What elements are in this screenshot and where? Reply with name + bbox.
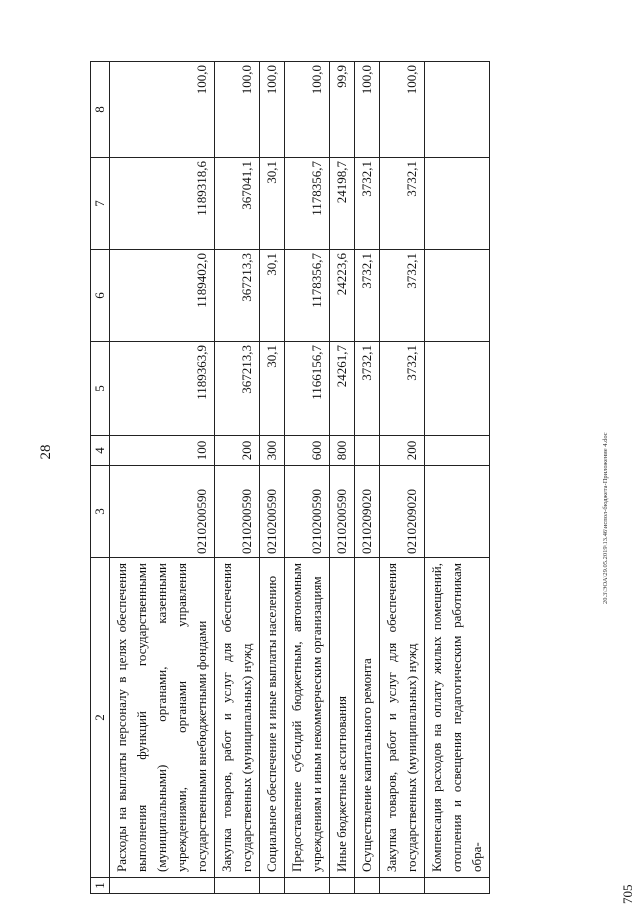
row-col8: 100,0 <box>285 62 330 158</box>
row-col7: 3732,1 <box>380 158 425 250</box>
row-col8: 100,0 <box>355 62 380 158</box>
column-header: 1 <box>91 878 110 894</box>
row-col6 <box>425 250 490 342</box>
row-col5 <box>425 342 490 436</box>
row-code: 0210209020 <box>380 466 425 558</box>
row-col7: 3732,1 <box>355 158 380 250</box>
row-number-cell <box>330 878 355 894</box>
row-code <box>425 466 490 558</box>
row-vr: 100 <box>110 436 215 466</box>
row-col8: 99,9 <box>330 62 355 158</box>
row-code: 0210200590 <box>330 466 355 558</box>
row-number-cell <box>285 878 330 894</box>
column-header: 4 <box>91 436 110 466</box>
column-header: 6 <box>91 250 110 342</box>
row-code: 0210200590 <box>260 466 285 558</box>
row-col5: 3732,1 <box>355 342 380 436</box>
side-page-number: 705 <box>620 884 635 904</box>
row-col8: 100,0 <box>380 62 425 158</box>
row-number-cell <box>380 878 425 894</box>
row-code: 0210209020 <box>355 466 380 558</box>
column-header: 7 <box>91 158 110 250</box>
row-col5: 367213,3 <box>215 342 260 436</box>
row-name: Иные бюджетные ассигнования <box>330 558 355 878</box>
row-vr: 800 <box>330 436 355 466</box>
row-col5: 24261,7 <box>330 342 355 436</box>
row-vr: 600 <box>285 436 330 466</box>
row-col5: 3732,1 <box>380 342 425 436</box>
page-number: 28 <box>38 444 54 460</box>
row-number-cell <box>110 878 215 894</box>
row-name: Компенсация расходов на оплату жилых помещений, отопления и освещения педагогическим работникам обра- <box>425 558 490 878</box>
table-row <box>355 62 380 894</box>
row-col7: 1178356,7 <box>285 158 330 250</box>
row-col8: 100,0 <box>215 62 260 158</box>
header-row <box>91 62 110 894</box>
row-col6: 367213,3 <box>215 250 260 342</box>
table-row <box>260 62 285 894</box>
row-number-cell <box>355 878 380 894</box>
row-name: Расходы на выплаты персоналу в целях обеспечения выполнения функций государственными (муниципальными) органами, казенными учреждениями, органами управления государственными внебюджетными фондами <box>110 558 215 878</box>
row-col6: 3732,1 <box>380 250 425 342</box>
table-row <box>380 62 425 894</box>
row-name: Осуществление капитального ремонта <box>355 558 380 878</box>
row-vr: 300 <box>260 436 285 466</box>
row-col6: 3732,1 <box>355 250 380 342</box>
row-col6: 1189402,0 <box>110 250 215 342</box>
row-vr <box>425 436 490 466</box>
row-number-cell <box>215 878 260 894</box>
row-code: 0210200590 <box>110 466 215 558</box>
row-col7: 367041,1 <box>215 158 260 250</box>
row-col7: 30,1 <box>260 158 285 250</box>
table-row <box>110 62 215 894</box>
row-col5: 1189363,9 <box>110 342 215 436</box>
budget-table <box>90 61 490 894</box>
row-col5: 30,1 <box>260 342 285 436</box>
file-path-footer: 20.3\ЭОА\29.05.2019\13.46\испол-бюджета-Приложение 4.doc <box>602 432 609 604</box>
row-col7: 24198,7 <box>330 158 355 250</box>
row-vr: 200 <box>215 436 260 466</box>
row-col7 <box>425 158 490 250</box>
row-name: Закупка товаров, работ и услуг для обеспечения государственных (муниципальных) нужд <box>215 558 260 878</box>
column-header: 8 <box>91 62 110 158</box>
row-col6: 1178356,7 <box>285 250 330 342</box>
table-row <box>285 62 330 894</box>
row-col5: 1166156,7 <box>285 342 330 436</box>
row-col6: 30,1 <box>260 250 285 342</box>
row-code: 0210200590 <box>215 466 260 558</box>
row-col8 <box>425 62 490 158</box>
column-header: 3 <box>91 466 110 558</box>
row-name: Закупка товаров, работ и услуг для обеспечения государственных (муниципальных) нужд <box>380 558 425 878</box>
column-header: 5 <box>91 342 110 436</box>
row-vr <box>355 436 380 466</box>
table-row <box>330 62 355 894</box>
row-col8: 100,0 <box>260 62 285 158</box>
column-header: 2 <box>91 558 110 878</box>
table-row <box>215 62 260 894</box>
row-code: 0210200590 <box>285 466 330 558</box>
row-col7: 1189318,6 <box>110 158 215 250</box>
row-col8: 100,0 <box>110 62 215 158</box>
row-name: Предоставление субсидий бюджетным, автономным учреждениям и иным некоммерческим организациям <box>285 558 330 878</box>
table-row <box>425 62 490 894</box>
row-number-cell <box>260 878 285 894</box>
row-number-cell <box>425 878 490 894</box>
row-col6: 24223,6 <box>330 250 355 342</box>
row-vr: 200 <box>380 436 425 466</box>
row-name: Социальное обеспечение и иные выплаты населению <box>260 558 285 878</box>
